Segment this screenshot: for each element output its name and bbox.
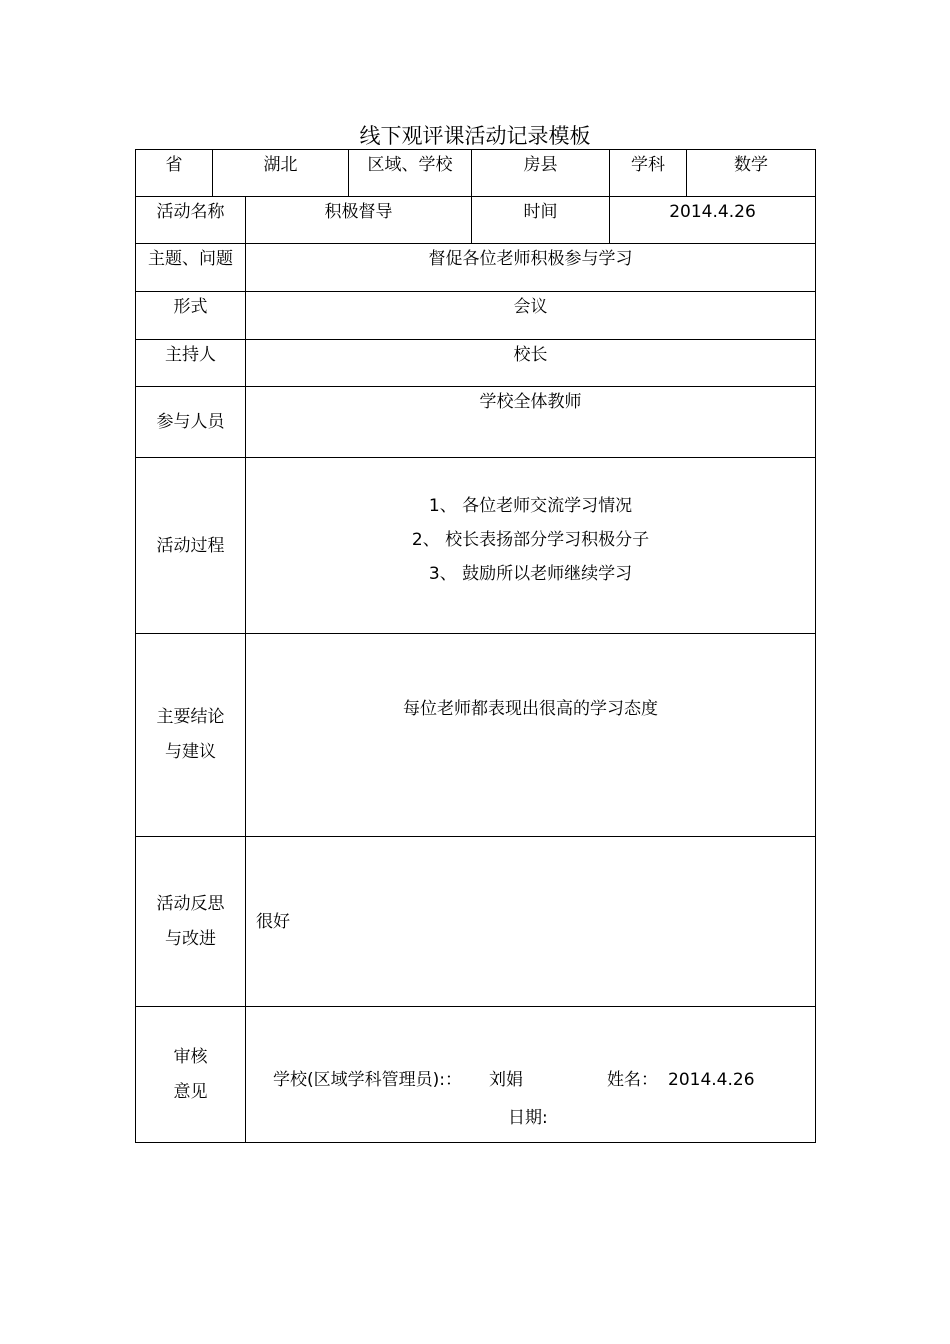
conclusion-label [136,634,246,837]
review-name-value: 2014.4.26 [668,1070,755,1090]
reflection-value: 很好 [246,837,816,1007]
review-line-main [273,1069,755,1091]
review-label [136,1007,246,1143]
review-name-label: 姓名： [607,1070,658,1090]
row-basic-info [136,150,816,197]
form-value: 会议 [246,292,816,340]
row-topic [136,244,816,292]
activity-name-label: 活动名称 [136,197,246,244]
review-label-line2: 意见 [173,1081,208,1102]
conclusion-label-line2: 与建议 [165,742,216,762]
process-label: 活动过程 [136,458,246,634]
host-label: 主持人 [136,340,246,387]
topic-value: 督促各位老师积极参与学习 [246,244,816,292]
subject-label: 学科 [610,150,687,197]
row-review [136,1007,816,1143]
form-label: 形式 [136,292,246,340]
host-value: 校长 [246,340,816,387]
row-host [136,340,816,387]
process-item: 1、 各位老师交流学习情况 [428,496,633,516]
conclusion-value: 每位老师都表现出很高的学习态度 [246,634,816,837]
page-title: 线下观评课活动记录模板 [359,124,591,148]
review-school-label: 学校(区域学科管理员):： [273,1070,462,1090]
row-process [136,458,816,634]
review-content [246,1007,816,1143]
row-form [136,292,816,340]
time-label: 时间 [472,197,610,244]
row-conclusion [136,634,816,837]
subject-value: 数学 [687,150,816,197]
reflection-label [136,837,246,1007]
conclusion-label-line1: 主要结论 [156,707,225,727]
row-activity-name [136,197,816,244]
process-item: 3、 鼓励所以老师继续学习 [428,564,633,584]
record-table [135,149,816,1143]
row-reflection [136,837,816,1007]
review-date-label: 日期: [508,1108,548,1128]
province-label: 省 [136,150,213,197]
review-label-line1: 审核 [173,1046,208,1067]
participants-value: 学校全体教师 [246,387,816,458]
region-value: 房县 [472,150,610,197]
activity-name-value: 积极督导 [246,197,472,244]
process-list [246,458,816,634]
review-school-value: 刘娟 [489,1070,523,1090]
province-value: 湖北 [213,150,349,197]
participants-label: 参与人员 [136,387,246,458]
region-label: 区域、学校 [349,150,472,197]
row-participants [136,387,816,458]
reflection-label-line1: 活动反思 [156,893,225,914]
process-item: 2、 校长表扬部分学习积极分子 [411,530,650,550]
reflection-label-line2: 与改进 [165,928,216,949]
time-value: 2014.4.26 [610,197,816,244]
topic-label: 主题、问题 [136,244,246,292]
